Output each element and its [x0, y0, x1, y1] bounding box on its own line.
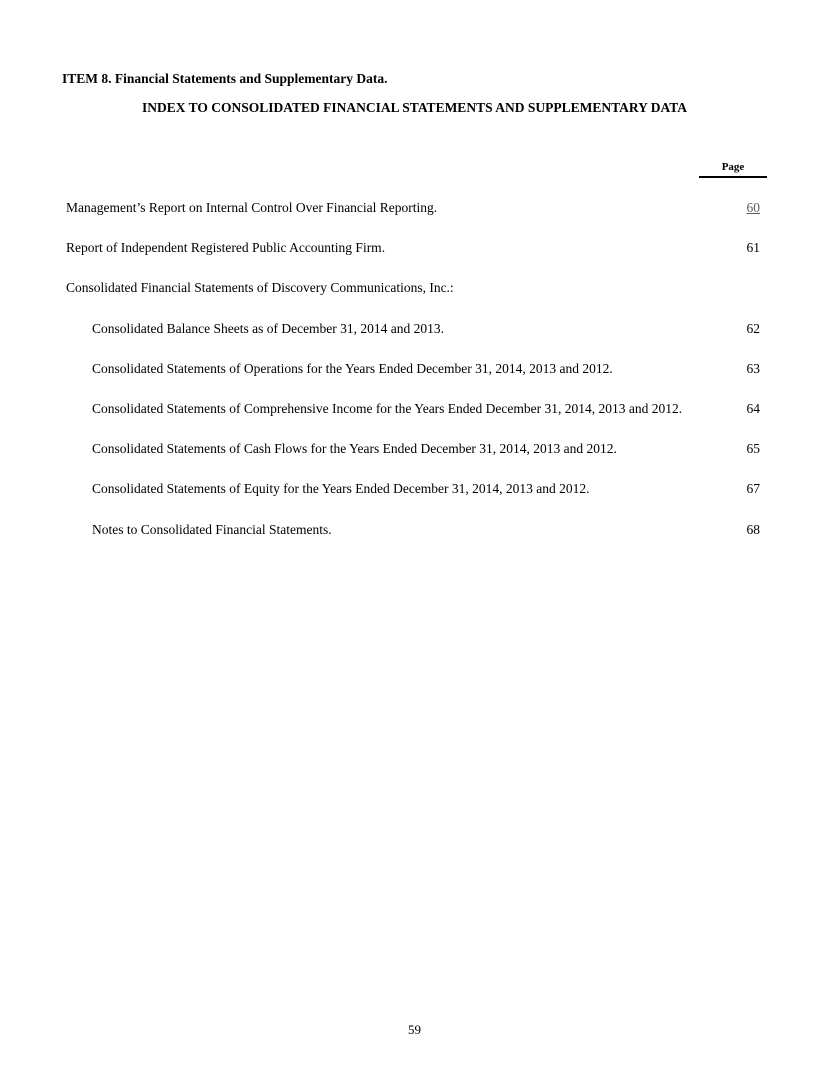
index-row	[66, 321, 767, 361]
index-row	[66, 200, 767, 240]
item-8-heading: ITEM 8. Financial Statements and Supplementary Data.	[62, 71, 388, 86]
index-row-page-number: 65	[746, 441, 760, 457]
index-row-label: Notes to Consolidated Financial Statements.	[92, 521, 332, 537]
index-row	[66, 401, 767, 441]
page-column-header-label: Page	[721, 161, 745, 173]
footer-page-number: 59	[408, 1022, 421, 1037]
index-row-page-number: 63	[746, 360, 760, 376]
index-row-label: Consolidated Statements of Equity for the Years Ended December 31, 2014, 2013 and 2012.	[92, 481, 590, 497]
index-row-page-number: 67	[746, 481, 760, 497]
index-row	[66, 280, 767, 320]
index-row	[66, 361, 767, 401]
index-row-page-number: 61	[746, 240, 760, 256]
index-row-label: Consolidated Financial Statements of Discovery Communications, Inc.:	[66, 280, 454, 296]
index-row-label: Report of Independent Registered Public Accounting Firm.	[66, 240, 386, 256]
index-row-label: Consolidated Balance Sheets as of December 31, 2014 and 2013.	[92, 320, 445, 336]
index-row-page-number: 68	[746, 521, 760, 537]
index-table	[66, 200, 767, 562]
index-row	[66, 522, 767, 562]
index-row	[66, 441, 767, 481]
index-row-page-number: 64	[746, 400, 760, 416]
index-row-page-number[interactable]: 60	[746, 200, 760, 215]
index-row-label: Management’s Report on Internal Control Over Financial Reporting.	[66, 200, 438, 215]
index-row-page-number: 62	[746, 320, 760, 336]
index-title: INDEX TO CONSOLIDATED FINANCIAL STATEMENTS AND SUPPLEMENTARY DATA	[142, 100, 687, 115]
index-row-label: Consolidated Statements of Comprehensive Income for the Years Ended December 31, 2014, 2013 and 2012.	[92, 400, 683, 416]
index-row-label: Consolidated Statements of Cash Flows for the Years Ended December 31, 2014, 2013 and 2012.	[92, 441, 617, 457]
index-row	[66, 240, 767, 280]
page-column-header	[699, 161, 767, 178]
index-row-label: Consolidated Statements of Operations for the Years Ended December 31, 2014, 2013 and 2012.	[92, 360, 613, 376]
index-row	[66, 481, 767, 521]
